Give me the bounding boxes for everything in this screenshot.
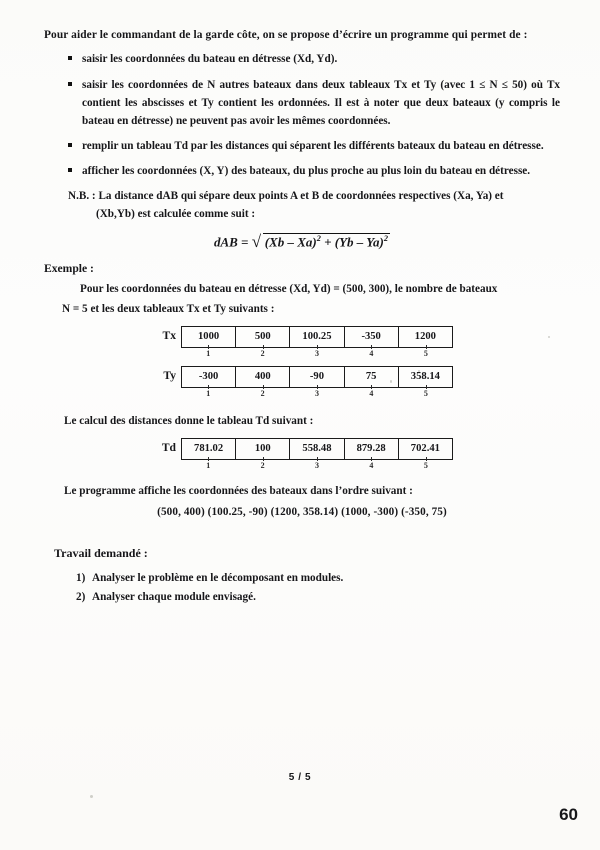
list-item (44, 162, 560, 180)
task-text: Analyser chaque module envisagé. (92, 591, 256, 604)
work-section-title: Travail demandé : (54, 546, 148, 561)
square-bullet-icon (68, 82, 72, 86)
example-line-1: Pour les coordonnées du bateau en détresse (Xd, Yd) = (500, 300), le nombre de bateaux (80, 282, 498, 295)
task-number: 2) (76, 591, 86, 604)
table-cell: 558.48 (290, 439, 344, 460)
list-item (76, 588, 560, 607)
distance-formula (44, 233, 560, 250)
table-cell: 358.14 (398, 367, 452, 388)
array-index: 1 (181, 460, 235, 470)
formula-exponent-2: 2 (383, 233, 389, 243)
table-cell: 500 (236, 327, 290, 348)
list-item-text: afficher les coordonnées (X, Y) des bateaux, du plus proche au plus loin du bateau en détresse. (82, 165, 531, 178)
list-item (76, 569, 560, 588)
list-item (44, 137, 560, 155)
formula-operator: + (324, 233, 332, 249)
task-text: Analyser le problème en le décomposant en modules. (92, 572, 344, 585)
array-index: 4 (344, 388, 398, 398)
array-index: 5 (399, 388, 453, 398)
array-index: 2 (235, 460, 289, 470)
array-ty (44, 366, 560, 398)
table-cell: 1200 (398, 327, 452, 348)
table-cell: 100 (236, 439, 290, 460)
array-ty-wrapper (181, 366, 453, 398)
table-cell: 702.41 (398, 439, 452, 460)
table-cell: 400 (236, 367, 290, 388)
intro-paragraph: Pour aider le commandant de la garde côte, on se propose d’écrire un programme qui permet de : (44, 29, 528, 41)
array-label-ty: Ty (163, 369, 176, 383)
scan-speck (90, 795, 93, 798)
array-index-row (181, 388, 453, 398)
example-line-2: N = 5 et les deux tableaux Tx et Ty suivants : (62, 302, 275, 315)
note-paragraph (68, 187, 560, 223)
output-values-line: (500, 400) (100.25, -90) (1200, 358.14) (1000, -300) (-350, 75) (157, 506, 447, 519)
array-index: 3 (290, 388, 344, 398)
formula-left-side: dAB = (213, 233, 249, 249)
page-indicator: 5 / 5 (288, 772, 312, 783)
square-root-icon (252, 233, 390, 250)
table-cell: -350 (344, 327, 398, 348)
array-index: 1 (181, 348, 235, 358)
array-index: 3 (290, 460, 344, 470)
array-index: 1 (181, 388, 235, 398)
tasks-list (44, 569, 560, 607)
td-intro-line: Le calcul des distances donne le tableau Td suivant : (64, 415, 314, 428)
array-label-td: Td (161, 441, 176, 455)
formula-exponent-1: 2 (316, 233, 321, 243)
array-index: 2 (235, 388, 289, 398)
array-index-row (181, 460, 453, 470)
list-item-text: saisir les coordonnées du bateau en détresse (Xd, Yd). (82, 53, 338, 66)
list-item (44, 50, 560, 68)
array-tx (44, 326, 560, 358)
formula-term-2: (Yb – Ya) (334, 233, 384, 249)
array-tx-wrapper (181, 326, 453, 358)
requirements-list (44, 50, 560, 180)
table-cell: 75 (344, 367, 398, 388)
note-line-1: La distance dAB qui sépare deux points A et B de coordonnées respectives (Xa, Ya) et (98, 190, 504, 203)
list-item-text: saisir les coordonnées de N autres bateaux dans deux tableaux Tx et Ty (avec 1 ≤ N ≤ 50) où Tx contient les abscisses et Ty contient les ordonnées. Il est à noter que deux bateaux (y compris le bateau en détresse) ne peuvent pas avoir les mêmes coordonnées. (82, 78, 560, 127)
output-intro-line: Le programme affiche les coordonnées des bateaux dans l’ordre suivant : (64, 485, 413, 498)
square-bullet-icon (68, 143, 72, 147)
array-index: 4 (344, 348, 398, 358)
square-bullet-icon (68, 168, 72, 172)
array-td (44, 438, 560, 470)
array-td-wrapper (181, 438, 453, 470)
array-label-tx: Tx (162, 329, 176, 343)
table-cell: 100.25 (290, 327, 344, 348)
table-cell: 879.28 (344, 439, 398, 460)
array-index: 5 (399, 348, 453, 358)
folio-number: 60 (559, 805, 578, 824)
formula-radicand (263, 233, 390, 250)
array-index: 5 (399, 460, 453, 470)
formula-term-1: (Xb – Xa) (264, 233, 317, 249)
table-cell: 1000 (182, 327, 236, 348)
list-item (44, 76, 560, 130)
list-item-text: remplir un tableau Td par les distances qui séparent les différents bateaux du bateau en détresse. (82, 139, 544, 152)
array-index: 3 (290, 348, 344, 358)
table-cell: 781.02 (182, 439, 236, 460)
array-index: 4 (344, 460, 398, 470)
array-index-row (181, 348, 453, 358)
note-label: N.B. : (68, 190, 96, 203)
square-bullet-icon (68, 56, 72, 60)
task-number: 1) (76, 572, 86, 585)
array-index: 2 (235, 348, 289, 358)
table-cell: -300 (182, 367, 236, 388)
example-title: Exemple : (44, 261, 94, 275)
document-body (44, 28, 560, 607)
table-cell: -90 (290, 367, 344, 388)
note-line-2: (Xb,Yb) est calculée comme suit : (96, 208, 256, 221)
